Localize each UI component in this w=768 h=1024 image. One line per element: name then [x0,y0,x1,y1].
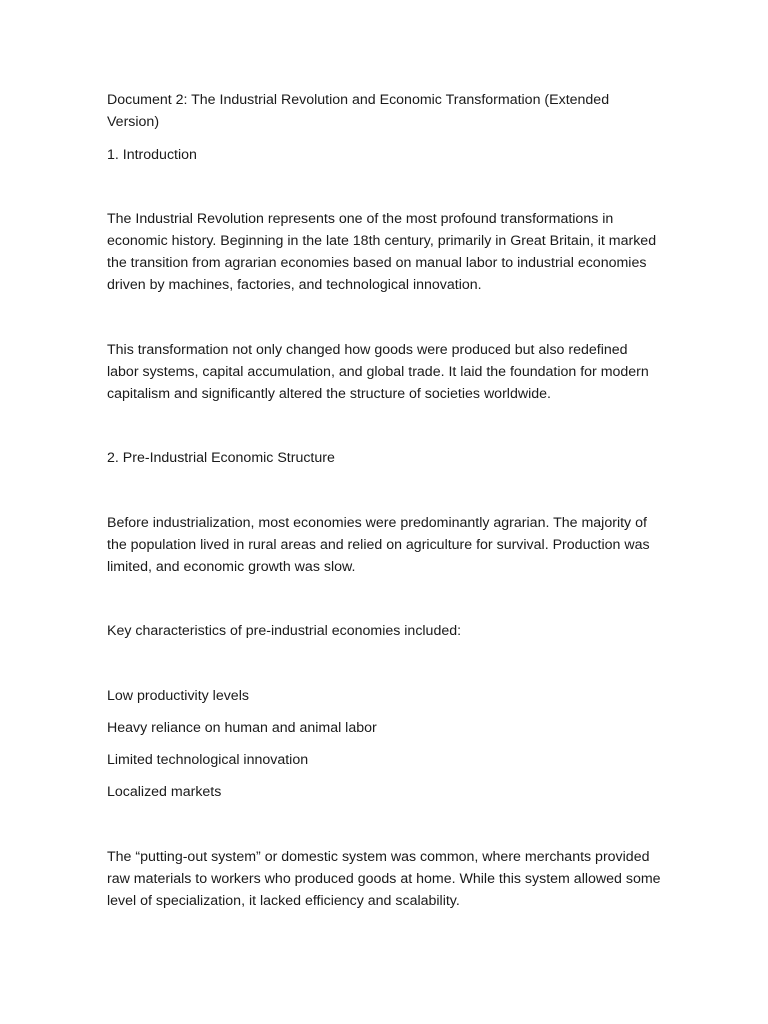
characteristics-intro: Key characteristics of pre-industrial economies included: [107,623,462,639]
intro-paragraph-2: This transformation not only changed how goods were produced but also redefined labor systems, capital accumulation, and global trade. It laid the foundation for modern capitalism and significantly altered the structure of societies worldwide. [107,342,649,402]
pre-industrial-paragraph: Before industrialization, most economies were predominantly agrarian. The majority of the population lived in rural areas and relied on agriculture for survival. Production was limited, and economic growth was slow. [107,515,650,575]
section-heading-pre-industrial: 2. Pre-Industrial Economic Structure [107,450,335,466]
document-page [107,0,662,1024]
section-heading-introduction: 1. Introduction [107,147,197,163]
list-item: Limited technological innovation [107,752,309,768]
list-item: Localized markets [107,784,222,800]
list-item: Low productivity levels [107,688,249,704]
intro-paragraph-1: The Industrial Revolution represents one of the most profound transformations in economic history. Beginning in the late 18th century, primarily in Great Britain, it marked the transition from agrarian economies based on manual labor to industrial economies driven by machines, factories, and technological innovation. [107,211,657,293]
list-item: Heavy reliance on human and animal labor [107,720,377,736]
putting-out-paragraph: The “putting-out system” or domestic system was common, where merchants provided raw materials to workers who produced goods at home. While this system allowed some level of specialization, it lacked efficiency and scalability. [107,849,661,909]
document-title: Document 2: The Industrial Revolution and Economic Transformation (Extended Version) [107,92,610,130]
